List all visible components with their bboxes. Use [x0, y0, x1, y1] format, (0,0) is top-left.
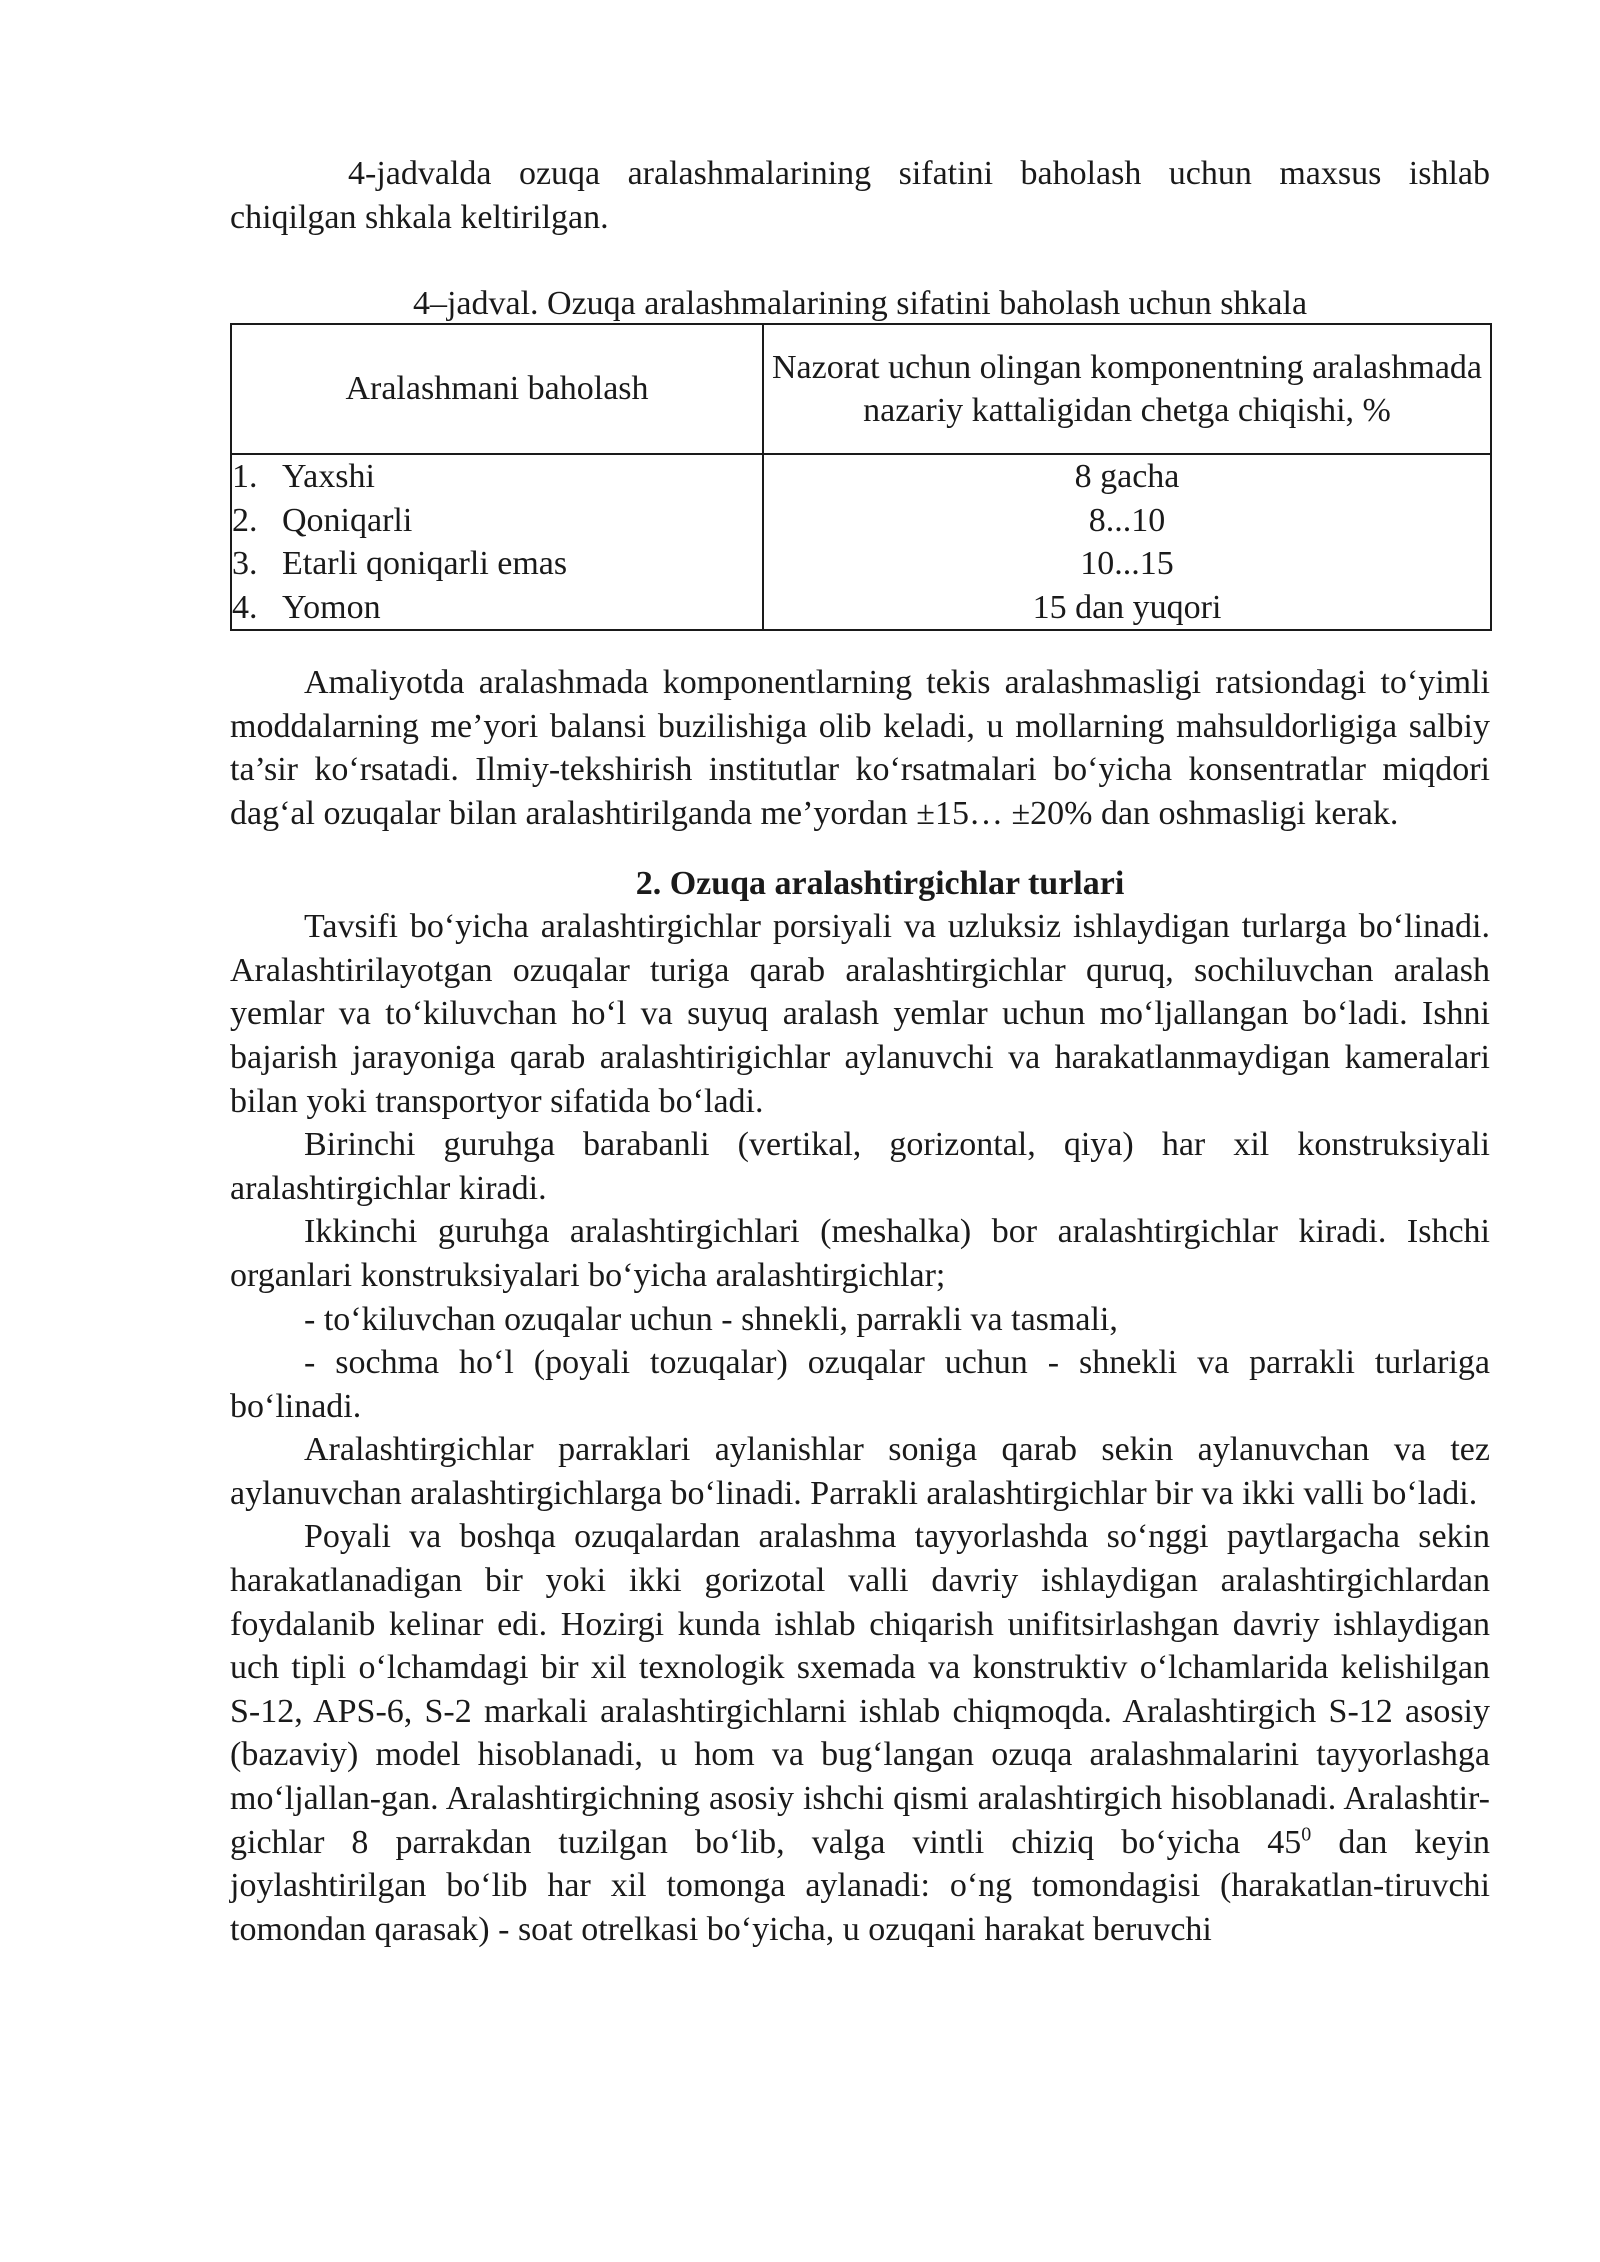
table-header-assessment: Aralashmani baholash — [231, 324, 763, 454]
table-row-2-value: 8...10 — [1088, 501, 1166, 539]
table-row-3-label: 3. Etarli qoniqarli emas — [232, 545, 568, 583]
blades-paragraph: Aralashtirgichlar parraklari aylanishlar soniga qarab sekin aylanuvchan va tez aylanuvchan aralashtirgichlarga bo‘linadi. Parrakli aralashtirgichlar bir va ikki valli bo‘ladi. — [230, 1431, 1490, 1512]
list-item-2: - sochma ho‘l (poyali tozuqalar) ozuqalar uchun - shnekli va parrakli turlariga bo‘linadi. — [230, 1344, 1490, 1425]
mixers-paragraph-part-a: Poyali va boshqa ozuqalardan aralashma tayyorlashda so‘nggi paytlargacha sekin harakatlanadigan bir yoki ikki gorizotal valli davriy ishlaydigan aralashtirgichlardan foydalanib kelinar edi. Hozirgi kunda ishlab chiqarish unifitsirlashgan davriy ishlaydigan uch tipli o‘lchamdagi bir xil texnologik sxemada va konstruktiv o‘lchamlarida kelishilgan S-12, APS-6, S-2 markali aralashtirgichlarni ishlab chiqmoqda. Aralashtirgich S-12 asosiy (bazaviy) model hisoblanadi, u hom va bug‘langan ozuqa aralashmalarini tayyorlashga mo‘ljallan-gan. Aralashtirgichning asosiy ishchi qismi aralashtirgich hisoblanadi. Aralashtir-gichlar 8 parrakdan tuzilgan bo‘lib, valga vintli chiziq bo‘yicha 45 — [230, 1518, 1490, 1861]
table-assessment-list — [231, 454, 763, 630]
table-row-2-label: 2. Qoniqarli — [232, 501, 413, 539]
section-heading: 2. Ozuqa aralashtirgichlar turlari — [635, 864, 1125, 902]
table-row-1-label: 1. Yaxshi — [232, 458, 375, 496]
degree-superscript: 0 — [1301, 1823, 1312, 1846]
table-row-4-value: 15 dan yuqori — [1032, 588, 1222, 626]
mixers-paragraph-part-b: dan keyin joylashtirilgan bo‘lib har xil tomonga aylanadi: o‘ng tomondagisi (harakatlan-tiruvchi tomondan qarasak) - soat otrelkasi bo‘yicha, u ozuqani harakat beruvchi — [230, 1823, 1490, 1948]
table-caption: 4–jadval. Ozuqa aralashmalarining sifatini baholash uchun shkala — [412, 285, 1308, 323]
document-page — [230, 152, 1490, 1951]
table-row-1-value: 8 gacha — [1074, 458, 1180, 496]
table-row-4-label: 4. Yomon — [232, 588, 381, 626]
intro-paragraph: 4-jadvalda ozuqa aralashmalarining sifatini baholash uchun maxsus ishlab chiqilgan shkala keltirilgan. — [230, 155, 1490, 236]
types-paragraph: Tavsifi bo‘yicha aralashtirgichlar porsiyali va uzluksiz ishlaydigan turlarga bo‘linadi. Aralashtirilayotgan ozuqalar turiga qarab aralashtirgichlar quruq, sochiluvchan aralash yemlar va to‘kiluvchan ho‘l va suyuq aralash yemlar uchun mo‘ljallangan bo‘ladi. Ishni bajarish jarayoniga qarab aralashtirigichlar aylanuvchi va harakatlanmaydigan kameralari bilan yoki transportyor sifatida bo‘ladi. — [230, 908, 1490, 1120]
table-body-row — [231, 454, 1491, 630]
table-header-row — [231, 324, 1491, 454]
practice-paragraph: Amaliyotda aralashmada komponentlarning tekis aralashmasligi ratsiondagi to‘yimli moddalarning me’yori balansi buzilishiga olib keladi, u mollarning mahsuldorligiga salbiy ta’sir ko‘rsatadi. Ilmiy-tekshirish institutlar ko‘rsatmalari bo‘yicha konsentratlar miqdori dag‘al ozuqalar bilan aralashtirilganda me’yordan ±15… ±20% dan oshmasligi kerak. — [230, 664, 1490, 832]
group1-paragraph: Birinchi guruhga barabanli (vertikal, gorizontal, qiya) har xil konstruksiyali aralashtirgichlar kiradi. — [230, 1126, 1490, 1207]
list-item-1: - to‘kiluvchan ozuqalar uchun - shnekli, parrakli va tasmali, — [304, 1300, 1118, 1338]
group2-paragraph: Ikkinchi guruhga aralashtirgichlari (meshalka) bor aralashtirgichlar kiradi. Ishchi organlari konstruksiyalari bo‘yicha aralashtirgichlar; — [230, 1213, 1490, 1294]
table-deviation-list — [763, 454, 1491, 630]
table-row-3-value: 10...15 — [1080, 545, 1174, 583]
mixers-paragraph — [230, 1515, 1490, 1951]
quality-scale-table — [230, 323, 1492, 631]
table-header-deviation: Nazorat uchun olingan komponentning aralashmada nazariy kattaligidan chetga chiqishi, % — [763, 324, 1491, 454]
